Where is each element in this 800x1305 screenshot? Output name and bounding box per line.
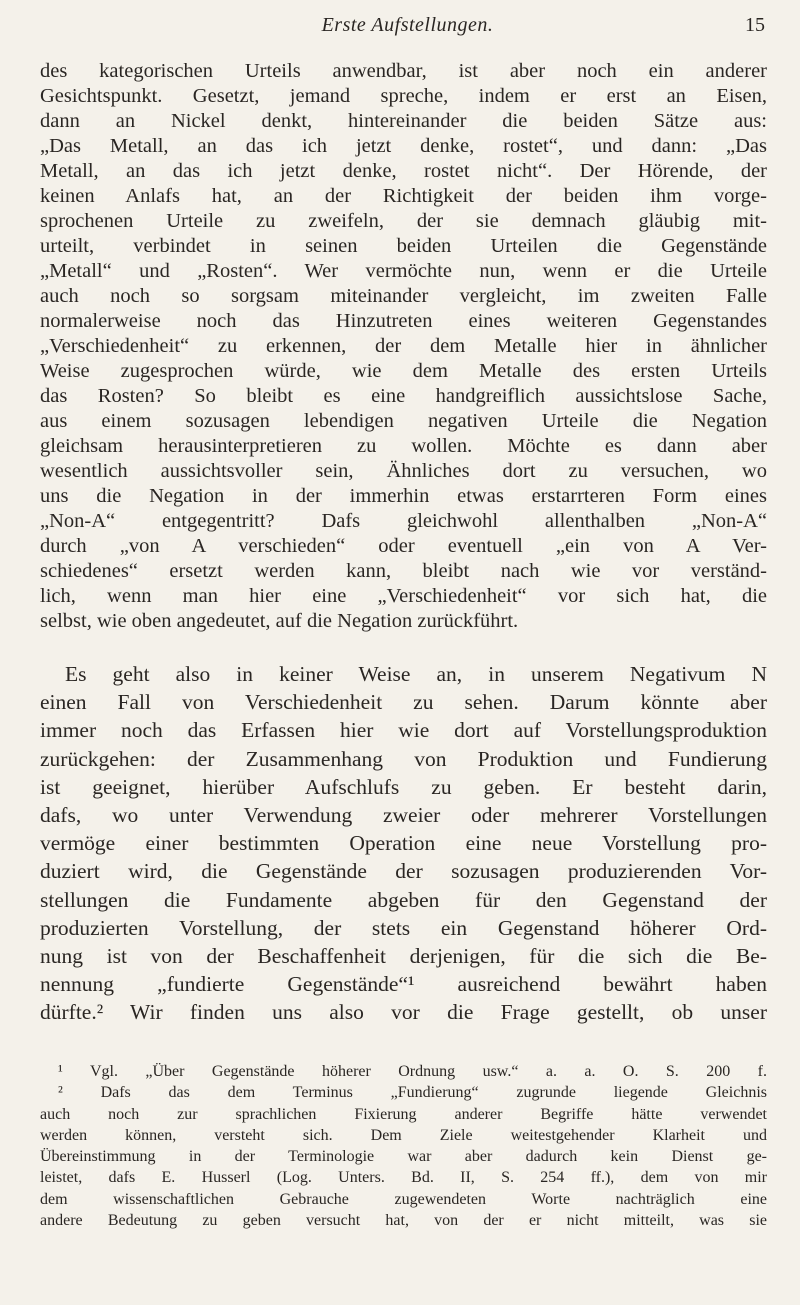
text-line: lich, wenn man hier eine „Verschiedenheit“ vor sich hat, die [40,585,767,607]
running-title: Erste Aufstellungen. [321,14,494,36]
text-line: „Verschiedenheit“ zu erkennen, der dem Metalle hier in ähnlicher [40,335,767,357]
text-line: vermöge einer bestimmten Operation eine neue Vorstellung pro- [40,831,767,856]
text-line: nung ist von der Beschaffenheit derjenigen, für die sich die Be- [40,944,767,969]
text-line: dürfte.² Wir finden uns also vor die Frage gestellt, ob unser [40,1000,767,1025]
text-line: urteilt, verbindet in seinen beiden Urteilen die Gegenstände [40,235,767,257]
text-line: gleichsam herausinterpretieren zu wollen. Möchte es dann aber [40,435,767,457]
text-line: uns die Negation in der immerhin etwas erstarrteren Form eines [40,485,767,507]
text-line: normalerweise noch das Hinzutreten eines weiteren Gegenstandes [40,310,767,332]
text-line: wesentlich aussichtsvoller sein, Ähnliches dort zu versuchen, wo [40,460,767,482]
text-line: immer noch das Erfassen hier wie dort auf Vorstellungsproduktion [40,718,767,743]
footnotes [40,1061,767,1231]
footnote-line: dem wissenschaftlichen Gebrauche zugewendeten Worte nachträglich eine [40,1190,767,1208]
footnote-line: Übereinstimmung in der Terminologie war aber dadurch kein Dienst ge- [40,1148,767,1166]
text-line: Weise zugesprochen würde, wie dem Metalle des ersten Urteils [40,360,767,382]
footnote-line: andere Bedeutung zu geben versucht hat, von der er nicht mitteilt, was sie [40,1212,767,1230]
text-line: einen Fall von Verschiedenheit zu sehen. Darum könnte aber [40,690,767,715]
text-line: „Metall“ und „Rosten“. Wer vermöchte nun, wenn er die Urteile [40,260,767,282]
footnote-line: ¹ Vgl. „Über Gegenstände höherer Ordnung usw.“ a. a. O. S. 200 f. [58,1063,767,1080]
text-line: Gesichtspunkt. Gesetzt, jemand spreche, indem er erst an Eisen, [40,85,767,107]
footnote-line: ² Dafs das dem Terminus „Fundierung“ zugrunde liegende Gleichnis [58,1084,767,1102]
text-line: auch noch so sorgsam miteinander vergleicht, im zweiten Falle [40,285,767,307]
paragraph-1 [40,59,767,634]
text-line: durch „von A verschieden“ oder eventuell „ein von A Ver- [40,535,767,557]
text-line: Metall, an das ich jetzt denke, rostet nicht“. Der Hörende, der [40,160,767,182]
text-line: sprochenen Urteile zu zweifeln, der sie demnach gläubig mit- [40,210,767,232]
footnote-line: werden können, versteht sich. Dem Ziele weitestgehender Klarheit und [40,1126,767,1144]
paragraph-2 [40,660,767,1027]
footnote-line: leistet, dafs E. Husserl (Log. Unters. Bd. II, S. 254 ff.), dem von mir [40,1169,767,1187]
text-line: schiedenes“ ersetzt werden kann, bleibt nach wie vor verständ- [40,560,767,582]
text-line: zurückgehen: der Zusammenhang von Produktion und Fundierung [40,746,767,771]
text-line: „Non-A“ entgegentritt? Dafs gleichwohl allenthalben „Non-A“ [40,510,767,532]
text-line: selbst, wie oben angedeutet, auf die Negation zurückführt. [40,610,519,632]
text-line: ist geeignet, hierüber Aufschlufs zu geben. Er besteht darin, [40,774,767,799]
text-line: dafs, wo unter Verwendung zweier oder mehrerer Vorstellungen [40,803,767,828]
page-header [50,14,765,44]
text-line: „Das Metall, an das ich jetzt denke, rostet“, und dann: „Das [40,135,767,157]
text-line: duziert wird, die Gegenstände der sozusagen produzierenden Vor- [40,859,767,884]
text-line: des kategorischen Urteils anwendbar, ist aber noch ein anderer [40,60,767,82]
text-line: Es geht also in keiner Weise an, in unserem Negativum N [65,662,767,686]
text-line: das Rosten? So bleibt es eine handgreiflich aussichtslose Sache, [40,385,767,407]
text-line: dann an Nickel denkt, hintereinander die beiden Sätze aus: [40,110,767,132]
text-line: nennung „fundierte Gegenstände“¹ ausreichend bewährt haben [40,972,767,997]
text-line: keinen Anlafs hat, an der Richtigkeit der beiden ihm vorge- [40,185,767,207]
text-line: stellungen die Fundamente abgeben für den Gegenstand der [40,887,767,912]
footnote-line: auch noch zur sprachlichen Fixierung anderer Begriffe hätte verwendet [40,1105,767,1123]
text-line: produzierten Vorstellung, der stets ein Gegenstand höherer Ord- [40,915,767,940]
page-number: 15 [745,14,765,36]
text-line: aus einem sozusagen lebendigen negativen Urteile die Negation [40,410,767,432]
